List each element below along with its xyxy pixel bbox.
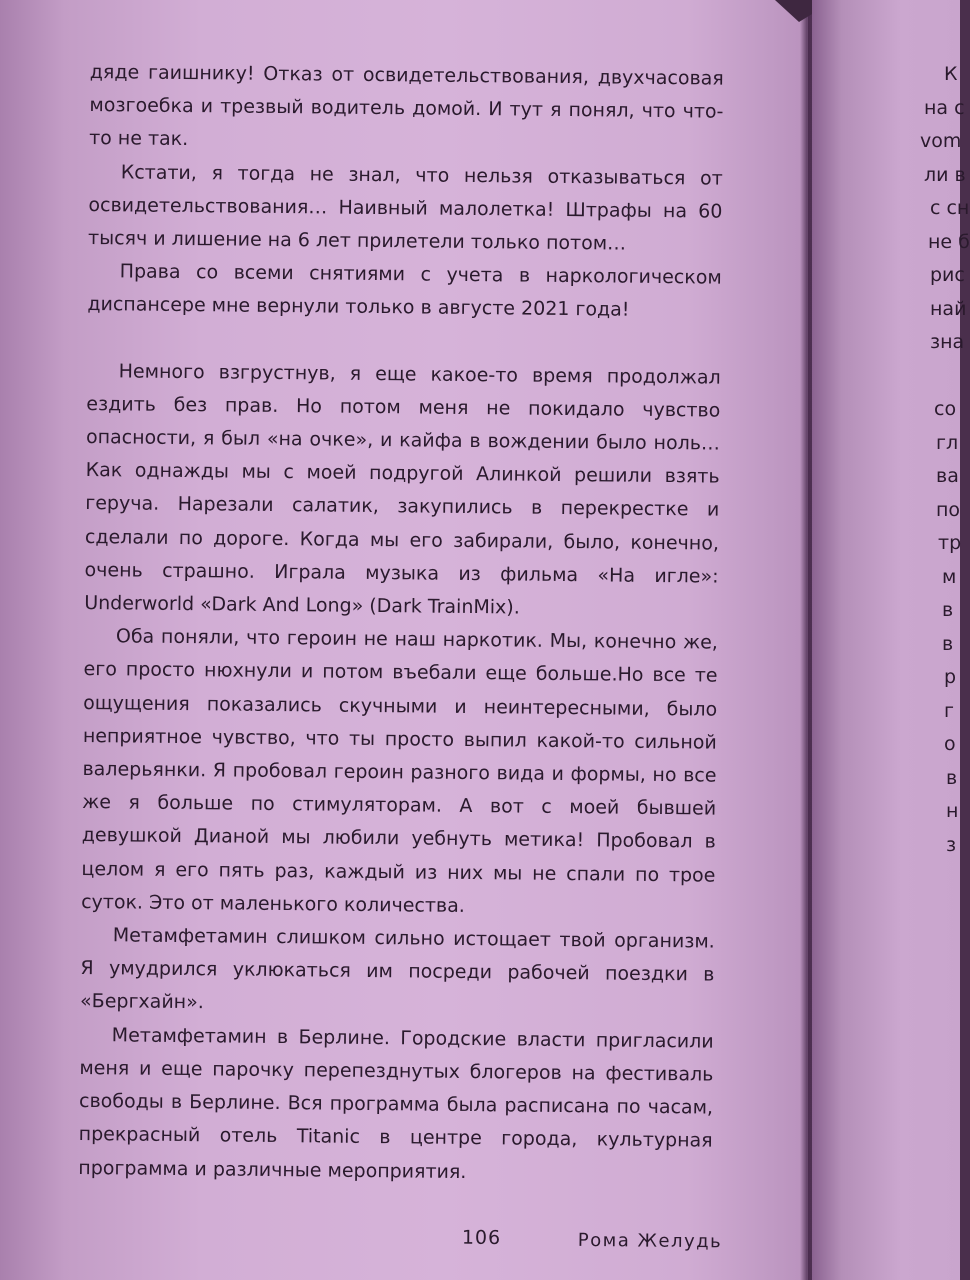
text-fragment: не б (928, 230, 970, 253)
text-fragment: з (946, 833, 957, 856)
page-number: 106 (461, 1226, 502, 1250)
text-fragment: гл (936, 431, 959, 454)
running-title: Рома Желудь (577, 1229, 723, 1253)
text-fragment: vom (920, 130, 962, 152)
paragraph: Метамфетамин слишком сильно истощает твой организм. Я умудрился уклюкаться им посреди рабочей поездки в «Бергхайн». (79, 924, 715, 1014)
text-fragment: тр (938, 532, 962, 554)
text-fragment: г (944, 699, 954, 722)
text-fragment: ли в (924, 163, 966, 186)
paragraph: Кстати, я тогда не знал, что нельзя отказываться от освидетельствования… Наивный малолетка! Штрафы на 60 тысяч и лишение на 6 лет прилетели только потом… (87, 160, 723, 255)
text-fragment: ва (936, 465, 959, 487)
text-fragment: зна (930, 331, 965, 353)
page-footer (0, 1222, 808, 1253)
body-text (78, 56, 724, 1191)
paragraph: Оба поняли, что героин не наш наркотик. Мы, конечно же, его просто нюхнули и потом въебали еще больше.Но все те ощущения показались скучными и неинтересными, было неприятное чувство, что ты просто выпил какой-то сильной валерьянки. Я пробовал героин разного вида и формы, но все же я больше по стимуляторам. А вот с моей бывшей девушкой Дианой мы любили уебнуть метика! Пробовал в целом я его пять раз, каждый из них мы не спали по трое суток. Это от маленького количества. (81, 625, 719, 917)
text-fragment: на с (924, 96, 965, 119)
text-fragment: р (944, 666, 957, 688)
text-fragment: в (942, 632, 954, 655)
text-fragment: со (934, 398, 957, 420)
text-fragment (812, 360, 960, 394)
right-book-page (812, 0, 970, 1280)
paragraph: дяде гаишнику! Отказ от освидетельствования, двухчасовая мозгоебка и трезвый водитель домой. И тут я понял, что что-то не так. (89, 60, 724, 151)
text-fragment: о (944, 733, 956, 755)
text-fragment: К (944, 63, 958, 85)
paragraph: Метамфетамин в Берлине. Городские власти пригласили меня и еще парочку перепезднутых блогеров на фестиваль свободы в Берлине. Вся программа была расписана по часам, прекрасный отель Titanic в центре города, культурная программа и различные мероприятия. (78, 1023, 714, 1183)
text-fragment: с сн (930, 197, 970, 219)
text-fragment: най (930, 297, 967, 320)
text-fragment: н (946, 800, 959, 822)
text-fragment: в (942, 599, 954, 621)
paragraph: Права со всеми снятиями с учета в наркологическом диспансере мне вернули только в августе 2021 года! (87, 260, 722, 322)
paragraph: Немного взгрустнув, я еще какое-то время продолжал ездить без прав. Но потом меня не покидало чувство опасности, я был «на очке», и кайфа в вождении было ноль… Как однажды мы с моей подругой Алинкой решили взять геруча. Нарезали салатик, закупились в перекрестке и сделали по дороге. Когда мы его забирали, было, конечно, очень страшно. Играла музыка из фильма «На игле»: Underworld «Dark And Long» (Dark TrainMix). (84, 359, 721, 619)
text-fragment: рис (930, 264, 965, 286)
text-fragment: м (942, 565, 957, 588)
text-fragment: по (936, 498, 961, 521)
text-fragment: в (946, 766, 958, 789)
right-page-text (812, 58, 970, 862)
